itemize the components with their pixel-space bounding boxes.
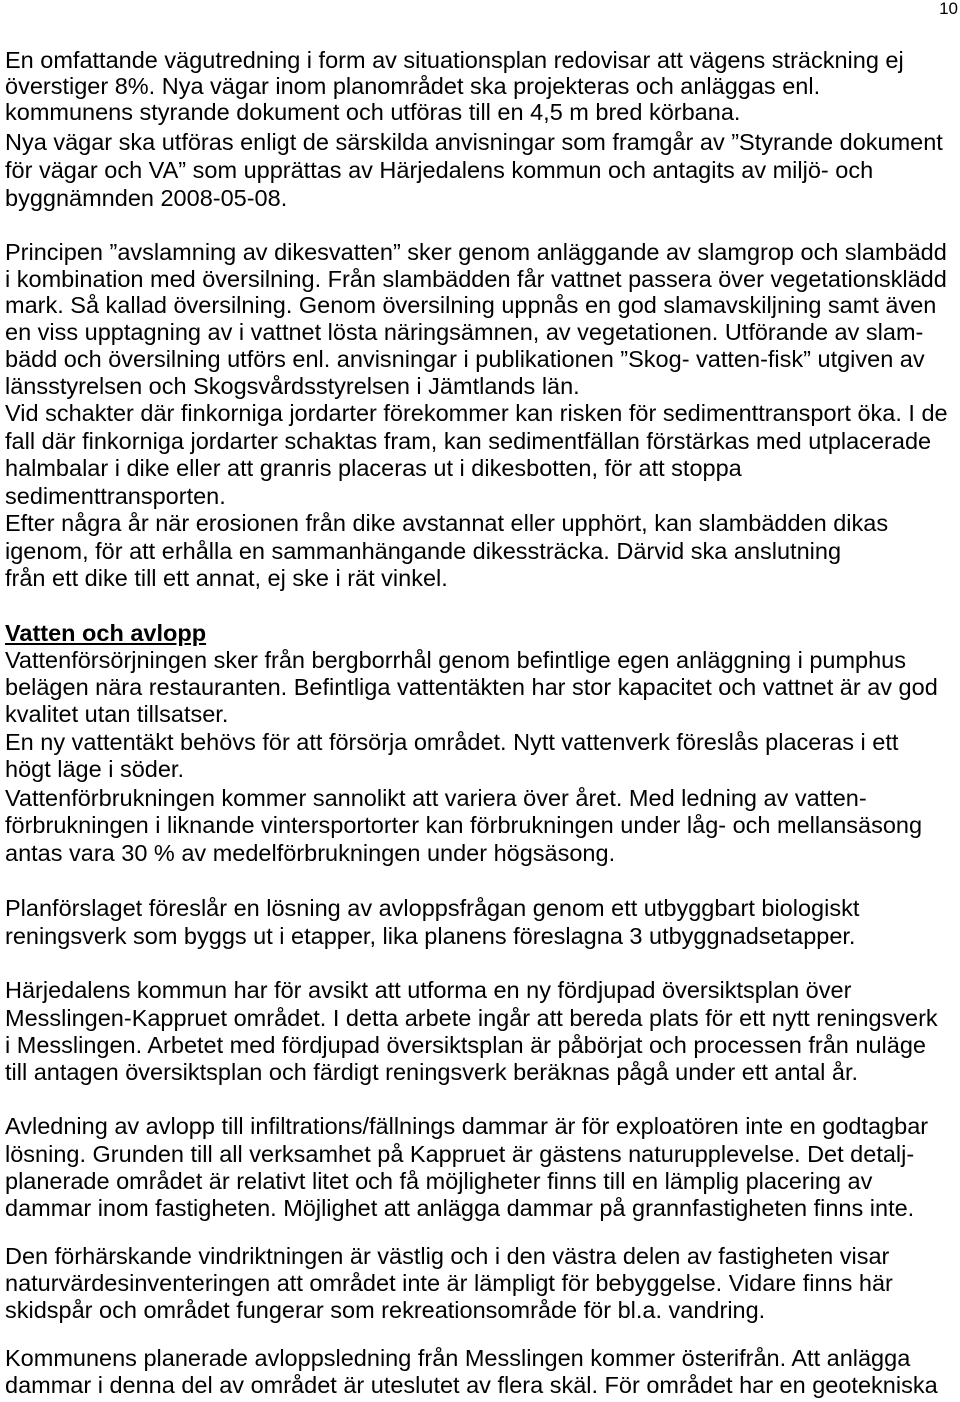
text-line: antas vara 30 % av medelförbrukningen under högsäsong. [5, 840, 616, 866]
text-line: överstiger 8%. Nya vägar inom planområdet ska projekteras och anläggas enl. [5, 73, 821, 99]
text-line: högt läge i söder. [5, 756, 184, 782]
text-line: skidspår och området fungerar som rekreationsområde för bl.a. vandring. [5, 1297, 766, 1323]
text-line: Principen ”avslamning av dikesvatten” sker genom anläggande av slamgrop och slambädd [5, 239, 947, 265]
text-line: Planförslaget föreslår en lösning av avloppsfrågan genom ett utbyggbart biologiskt [5, 895, 860, 921]
text-line: i kombination med översilning. Från slambädden får vattnet passera över vegetationsklädd [5, 266, 947, 292]
text-line: belägen nära restauranten. Befintliga vattentäkten har stor kapacitet och vattnet är av god [5, 674, 938, 700]
text-line: lösning. Grunden till all verksamhet på Kappruet är gästens naturupplevelse. Det detalj- [5, 1141, 915, 1167]
text-line: en viss upptagning av i vattnet lösta näringsämnen, av vegetationen. Utförande av slam- [5, 319, 924, 345]
text-line: dammar inom fastigheten. Möjlighet att anlägga dammar på grannfastigheten finns inte. [5, 1195, 915, 1221]
text-line: naturvärdesinventeringen att området inte är lämpligt för bebyggelse. Vidare finns här [5, 1270, 893, 1296]
section-heading: Vatten och avlopp [5, 620, 207, 646]
text-line: byggnämnden 2008-05-08. [5, 185, 288, 211]
text-line: En ny vattentäkt behövs för att försörja området. Nytt vattenverk föreslås placeras i ett [5, 729, 899, 755]
text-line: till antagen översiktsplan och färdigt reningsverk beräknas pågå under ett antal år. [5, 1059, 859, 1085]
text-line: Härjedalens kommun har för avsikt att utforma en ny fördjupad översiktsplan över [5, 977, 852, 1003]
text-line: Avledning av avlopp till infiltrations/fällnings dammar är för exploatören inte en godtagbar [5, 1113, 929, 1139]
text-line: halmbalar i dike eller att granris placeras ut i dikesbotten, för att stoppa [5, 455, 742, 481]
text-line: Vid schakter där finkorniga jordarter förekommer kan risken för sedimenttransport öka. I de [5, 400, 948, 426]
text-line: igenom, för att erhålla en sammanhängande dikessträcka. Därvid ska anslutning [5, 538, 842, 564]
text-line: Nya vägar ska utföras enligt de särskilda anvisningar som framgår av ”Styrande dokument [5, 129, 943, 155]
text-line: planerade området är relativt litet och få möjligheter finns till en lämplig placering av [5, 1168, 873, 1194]
text-line: kommunens styrande dokument och utföras till en 4,5 m bred körbana. [5, 99, 741, 125]
text-line: Kommunens planerade avloppsledning från Messlingen kommer österifrån. Att anlägga [5, 1345, 911, 1371]
text-line: bädd och översilning utförs enl. anvisningar i publikationen ”Skog- vatten-fisk” utgiven av [5, 346, 925, 372]
text-line: förbrukningen i liknande vintersportorter kan förbrukningen under låg- och mellansäsong [5, 812, 923, 838]
text-line: En omfattande vägutredning i form av situationsplan redovisar att vägens sträckning ej [5, 47, 904, 73]
text-line: reningsverk som byggs ut i etapper, lika planens föreslagna 3 utbyggnadsetapper. [5, 923, 856, 949]
text-line: Vattenförbrukningen kommer sannolikt att variera över året. Med ledning av vatten- [5, 785, 867, 811]
text-line: Vattenförsörjningen sker från bergborrhål genom befintlige egen anläggning i pumphus [5, 647, 906, 673]
text-line: i Messlingen. Arbetet med fördjupad översiktsplan är påbörjat och processen från nuläge [5, 1032, 926, 1058]
text-line: Den förhärskande vindriktningen är västlig och i den västra delen av fastigheten visar [5, 1243, 890, 1269]
text-line: länsstyrelsen och Skogsvårdsstyrelsen i Jämtlands län. [5, 373, 580, 399]
text-line: för vägar och VA” som upprättas av Härjedalens kommun och antagits av miljö- och [5, 157, 874, 183]
text-line: Efter några år när erosionen från dike avstannat eller upphört, kan slambädden dikas [5, 510, 889, 536]
text-line: fall där finkorniga jordarter schaktas fram, kan sedimentfällan förstärkas med utplacerade [5, 428, 932, 454]
text-line: dammar i denna del av området är uteslutet av flera skäl. För området har en geotekniska [5, 1372, 938, 1398]
text-line: sedimenttransporten. [5, 483, 226, 509]
page-number: 10 [939, 0, 958, 18]
text-line: från ett dike till ett annat, ej ske i rät vinkel. [5, 565, 448, 591]
text-line: mark. Så kallad översilning. Genom översilning uppnås en god slamavskiljning samt även [5, 292, 937, 318]
text-line: Messlingen-Kappruet området. I detta arbete ingår att bereda plats för ett nytt reningsverk [5, 1005, 938, 1031]
text-line: kvalitet utan tillsatser. [5, 701, 229, 727]
